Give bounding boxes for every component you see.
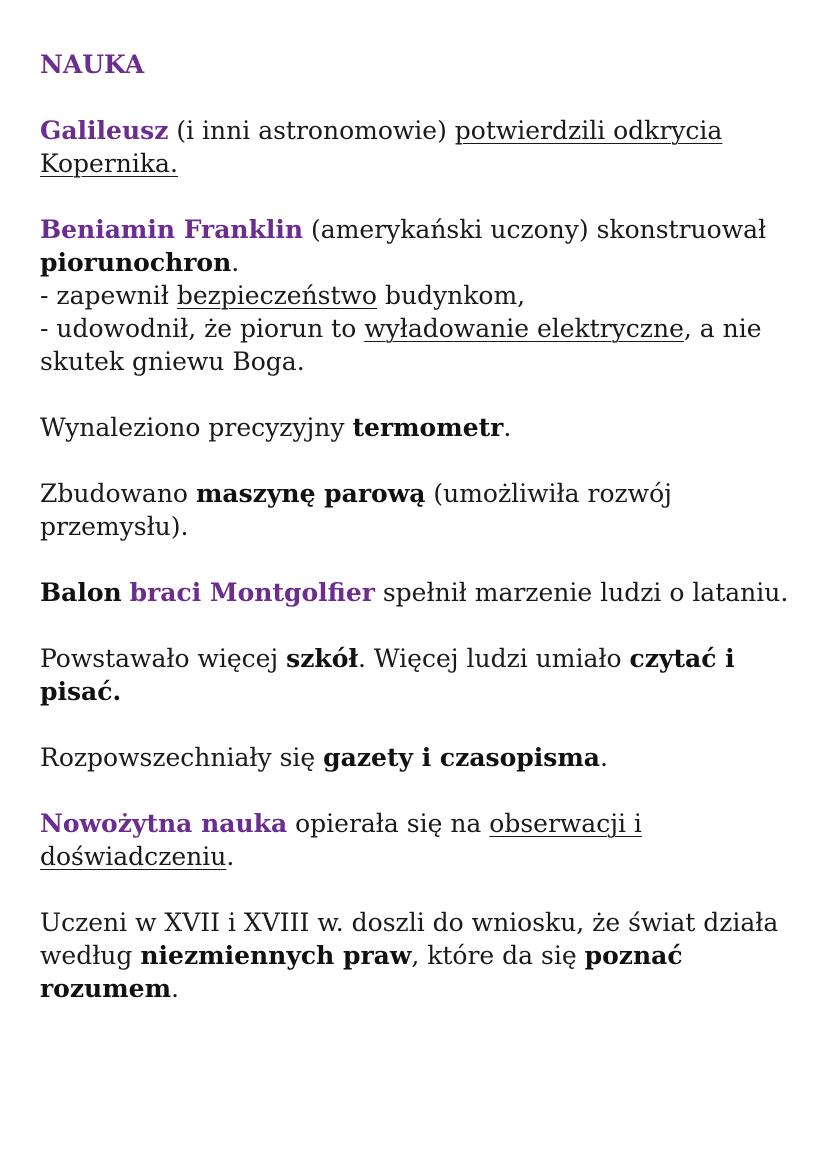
scholars-text: Uczeni w XVII i XVIII w. doszli do wniosku, że świat działa według	[40, 908, 779, 970]
thermometer-bold: termometr	[352, 413, 504, 442]
page-title: NAUKA	[40, 50, 145, 79]
schools-mid: . Więcej ludzi umiało	[358, 644, 630, 673]
paragraph-scholars	[40, 906, 800, 1005]
franklin-bullet-1	[40, 279, 800, 312]
paragraph-balloon	[40, 576, 800, 609]
document-page	[40, 48, 800, 1038]
paragraph-press	[40, 741, 800, 774]
press-end: .	[600, 743, 608, 772]
galileo-name: Galileusz	[40, 116, 169, 145]
balloon-brothers: braci Montgolfier	[129, 578, 375, 607]
balloon-text: spełnił marzenie ludzi o lataniu.	[374, 578, 789, 607]
franklin-invention: piorunochron	[40, 248, 232, 277]
bullet-1-underlined: bezpieczeństwo	[176, 281, 377, 310]
bullet-2-end: , a nie skutek gniewu Boga.	[40, 314, 762, 376]
thermometer-text: Wynaleziono precyzyjny	[40, 413, 353, 442]
modern-science-term: Nowożytna nauka	[40, 809, 288, 838]
steam-end: (umożliwiła rozwój przemysłu).	[40, 479, 672, 541]
modern-end: .	[226, 842, 235, 871]
press-bold: gazety i czasopisma	[323, 743, 600, 772]
balloon-space	[122, 578, 130, 607]
galileo-underlined: potwierdzili odkrycia Kopernika.	[40, 116, 723, 178]
press-text: Rozpowszechniały się	[40, 743, 324, 772]
bullet-1-text: - zapewnił	[40, 281, 177, 310]
steam-bold: maszynę parową	[195, 479, 426, 508]
thermometer-end: .	[503, 413, 512, 442]
paragraph-modern-science	[40, 807, 800, 873]
balloon-bold: Balon	[40, 578, 122, 607]
franklin-intro	[40, 213, 800, 279]
modern-text: opierała się na	[287, 809, 490, 838]
franklin-name: Beniamin Franklin	[40, 215, 304, 244]
franklin-bullet-2	[40, 312, 800, 378]
franklin-text-end: .	[231, 248, 240, 277]
scholars-bold-2: poznać rozumem	[40, 941, 683, 1003]
scholars-end: .	[171, 974, 179, 1003]
paragraph-franklin	[40, 213, 800, 378]
modern-underlined: obserwacji i doświadczeniu	[40, 809, 642, 871]
bullet-2-text: - udowodnił, że piorun to	[40, 314, 365, 343]
galileo-text: (i inni astronomowie)	[168, 116, 455, 145]
paragraph-steam-engine	[40, 477, 800, 543]
steam-text: Zbudowano	[40, 479, 196, 508]
paragraph-thermometer	[40, 411, 800, 444]
schools-bold: szkół	[286, 644, 359, 673]
paragraph-galileo	[40, 114, 800, 180]
bullet-2-underlined: wyładowanie elektryczne	[364, 314, 684, 343]
franklin-text: (amerykański uczony) skonstruował	[303, 215, 767, 244]
schools-bold-2: czytać i pisać.	[40, 644, 735, 706]
scholars-mid: , które da się	[411, 941, 585, 970]
paragraph-schools	[40, 642, 800, 708]
schools-text: Powstawało więcej	[40, 644, 287, 673]
bullet-1-end: budynkom,	[377, 281, 526, 310]
scholars-bold: niezmiennych praw	[140, 941, 412, 970]
